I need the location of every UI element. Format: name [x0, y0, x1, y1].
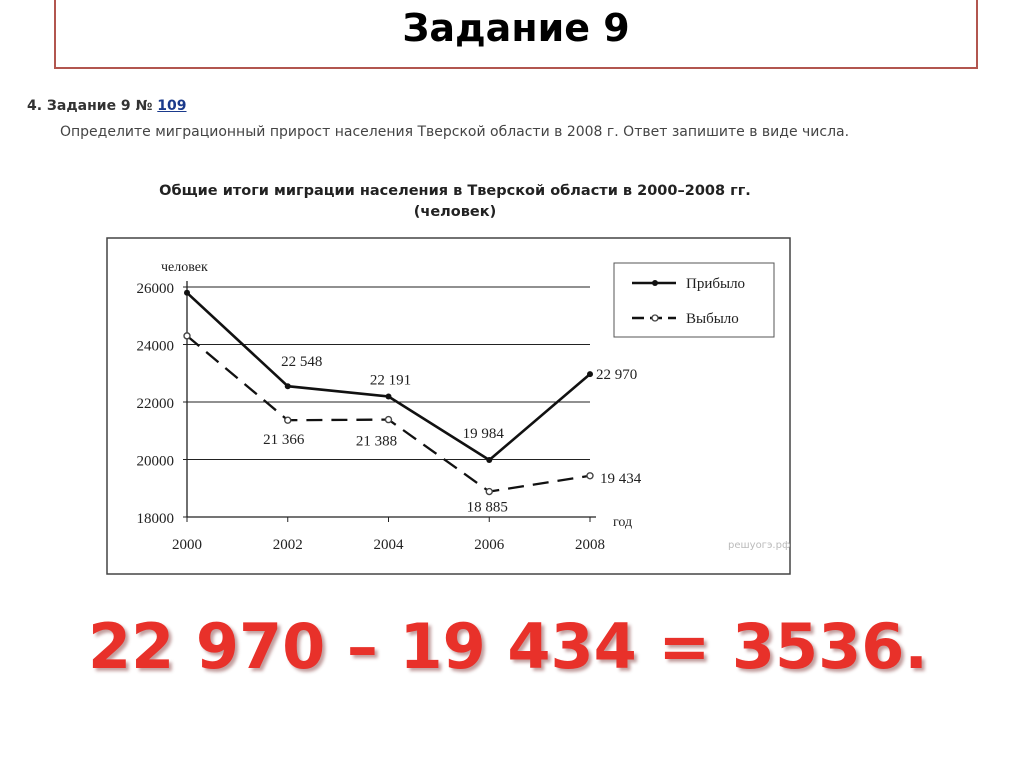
y-tick-label: 26000	[136, 281, 174, 297]
data-label: 18 885	[466, 499, 508, 516]
data-label: 22 970	[596, 367, 638, 384]
x-tick-label: 2000	[172, 537, 202, 553]
data-point	[285, 383, 291, 389]
y-axis-label: человек	[161, 260, 208, 275]
x-tick-label: 2002	[272, 537, 303, 553]
legend-marker	[652, 315, 658, 321]
data-point	[184, 333, 190, 339]
data-label: 21 366	[263, 432, 305, 449]
data-point	[285, 417, 291, 423]
chart-title-line1: Общие итоги миграции населения в Тверской области в 2000–2008 гг.	[159, 183, 751, 199]
data-point	[386, 394, 392, 400]
x-tick-label: 2004	[373, 537, 404, 553]
legend-marker	[652, 280, 658, 286]
data-label: 19 984	[462, 425, 504, 442]
y-tick-label: 18000	[136, 511, 174, 527]
data-label: 21 388	[355, 433, 398, 450]
x-tick-label: 2008	[575, 537, 605, 553]
data-point	[587, 473, 593, 479]
data-label: 19 434	[600, 470, 642, 487]
data-label: 22 548	[281, 354, 323, 371]
watermark: решуогэ.рф	[728, 540, 791, 551]
chart-title-line2: (человек)	[413, 204, 497, 220]
task-number-prefix: 4. Задание 9 №	[27, 98, 153, 114]
data-point	[486, 489, 492, 495]
data-point	[184, 290, 190, 296]
y-tick-label: 22000	[136, 396, 174, 412]
x-tick-label: 2006	[474, 537, 505, 553]
slide-title: Задание 9	[402, 6, 630, 50]
legend-label: Выбыло	[686, 311, 739, 327]
data-point	[386, 417, 392, 423]
data-point	[486, 457, 492, 463]
task-number-link[interactable]: 109	[157, 98, 187, 114]
y-tick-label: 20000	[136, 453, 174, 470]
y-tick-label: 24000	[136, 338, 174, 355]
answer-text: 22 970 – 19 434 = 3536.	[88, 610, 928, 683]
legend-label: Прибыло	[686, 276, 746, 292]
x-axis-label: год	[613, 515, 633, 530]
data-point	[587, 371, 593, 377]
data-label: 22 191	[369, 372, 412, 389]
task-text: Определите миграционный прирост населения Тверской области в 2008 г. Ответ запишите в виде числа.	[60, 124, 850, 140]
